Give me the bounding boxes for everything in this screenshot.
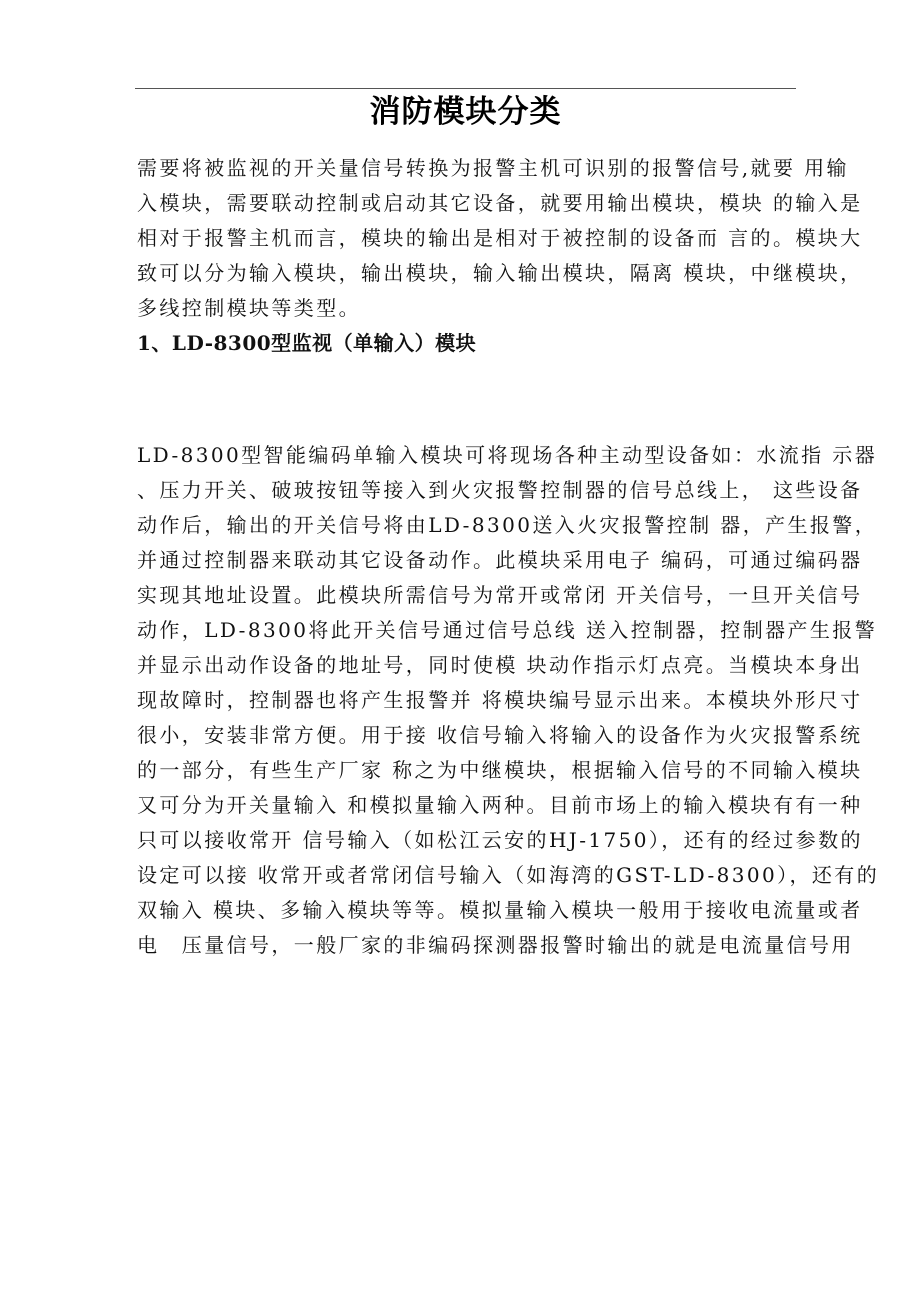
text-line: 只可以接收常开 信号输入（如松江云安的HJ-1750），还有的经过参数的	[137, 828, 863, 852]
text-line: 电 压量信号，一般厂家的非编码探测器报警时输出的就是电流量信号用	[137, 933, 854, 957]
text-line: 入模块，需要联动控制或启动其它设备，就要用输出模块，模块 的输入是	[137, 191, 863, 215]
text-line: 的一部分，有些生产厂家 称之为中继模块，根据输入信号的不同输入模块	[137, 758, 863, 782]
text-line: 致可以分为输入模块，输出模块，输入输出模块，隔离 模块，中继模块，	[137, 261, 863, 285]
text-line: 双输入 模块、多输入模块等等。模拟量输入模块一般用于接收电流量或者	[137, 898, 863, 922]
intro-paragraph	[137, 151, 863, 361]
text-line: 很小，安装非常方便。用于接 收信号输入将输入的设备作为火灾报警系统	[137, 723, 863, 747]
text-line: 实现其地址设置。此模块所需信号为常开或常闭 开关信号，一旦开关信号	[137, 583, 863, 607]
text-line: 动作后，输出的开关信号将由LD-8300送入火灾报警控制 器，产生报警，	[137, 513, 878, 537]
text-line: 、压力开关、破玻按钮等接入到火灾报警控制器的信号总线上， 这些设备	[137, 478, 863, 502]
section-paragraph	[137, 438, 880, 963]
text-line: 多线控制模块等类型。	[137, 296, 361, 320]
text-line: 设定可以接 收常开或者常闭信号输入（如海湾的GST-LD-8300），还有的	[137, 863, 880, 887]
text-line: 并显示出动作设备的地址号，同时使模 块动作指示灯点亮。当模块本身出	[137, 653, 863, 677]
text-line: LD-8300型智能编码单输入模块可将现场各种主动型设备如：水流指 示器	[137, 443, 878, 467]
text-line: 并通过控制器来联动其它设备动作。此模块采用电子 编码，可通过编码器	[137, 548, 863, 572]
header-rule	[135, 88, 796, 89]
text-line: 需要将被监视的开关量信号转换为报警主机可识别的报警信号,就要 用输	[137, 156, 849, 180]
text-line: 动作，LD-8300将此开关信号通过信号总线 送入控制器，控制器产生报警	[137, 618, 878, 642]
text-line: 现故障时，控制器也将产生报警并 将模块编号显示出来。本模块外形尺寸	[137, 688, 863, 712]
section-heading: 1、LD-8300型监视（单输入）模块	[137, 331, 477, 355]
text-line: 又可分为开关量输入 和模拟量输入两种。目前市场上的输入模块有有一种	[137, 793, 863, 817]
page-title: 消防模块分类	[369, 94, 562, 130]
text-line: 相对于报警主机而言，模块的输出是相对于被控制的设备而 言的。模块大	[137, 226, 863, 250]
